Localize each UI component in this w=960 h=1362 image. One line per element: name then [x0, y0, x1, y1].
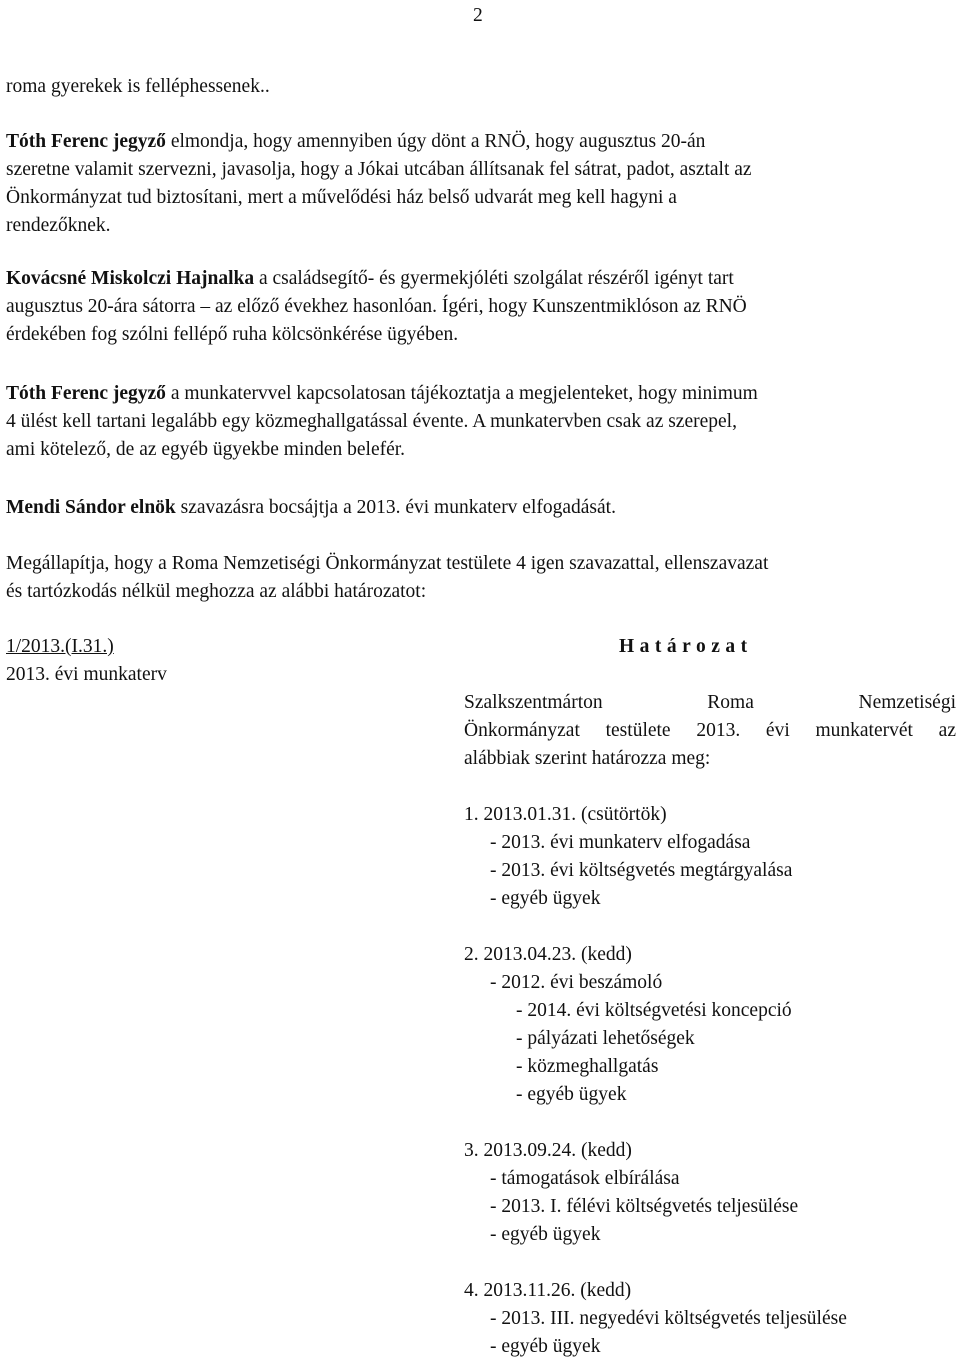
paragraph-continuation: roma gyerekek is felléphessenek..: [6, 76, 270, 97]
agenda-item: - egyéb ügyek: [490, 1336, 601, 1357]
agenda-item: - 2013. évi költségvetés megtárgyalása: [490, 860, 793, 881]
resolution-subject: 2013. évi munkaterv: [6, 664, 167, 685]
resolution-number: 1/2013.(I.31.): [6, 636, 114, 657]
agenda-item: - egyéb ügyek: [490, 888, 601, 909]
speaker-name: Tóth Ferenc jegyző: [6, 131, 166, 152]
meeting-heading: 4. 2013.11.26. (kedd): [464, 1280, 632, 1301]
paragraph-notary-statement: Tóth Ferenc jegyző elmondja, hogy amennyiben úgy dönt a RNÖ, hogy augusztus 20-án szeretne valamit szervezni, javasolja, hogy a Jókai utcában állítsanak fel sátrat, padot, asztalt az Önkormányzat tud biztosítani, mert a művelődési ház belső udvarát meg kell hagyni a rendezőknek.: [6, 131, 752, 236]
meeting-heading: 2. 2013.04.23. (kedd): [464, 944, 632, 965]
speaker-name: Kovácsné Miskolczi Hajnalka: [6, 268, 255, 289]
agenda-item: - 2013. I. félévi költségvetés teljesülése: [490, 1196, 799, 1217]
resolution-body: Szalkszentmárton Roma Nemzetiségi Önkormányzat testülete 2013. évi munkatervét az alábbiak szerint határozza meg:: [464, 692, 956, 769]
speaker-name: Mendi Sándor elnök: [6, 497, 176, 518]
meeting-heading: 3. 2013.09.24. (kedd): [464, 1140, 632, 1161]
agenda-item: - 2013. évi munkaterv elfogadása: [490, 832, 751, 853]
agenda-item: - közmeghallgatás: [516, 1056, 659, 1077]
paragraph-family-services: Kovácsné Miskolczi Hajnalka a családsegítő- és gyermekjóléti szolgálat részéről igényt tart augusztus 20-ára sátorra – az előző évekhez hasonlóan. Ígéri, hogy Kunszentmiklóson az RNÖ érdekében fog szólni fellépő ruha kölcsönkérése ügyében.: [6, 268, 747, 345]
agenda-item: - 2013. III. negyedévi költségvetés teljesülése: [490, 1308, 847, 1329]
agenda-item: - 2014. évi költségvetési koncepció: [516, 1000, 792, 1021]
paragraph-vote-call: Mendi Sándor elnök szavazásra bocsájtja a 2013. évi munkaterv elfogadását.: [6, 497, 616, 518]
agenda-item: - egyéb ügyek: [516, 1084, 627, 1105]
paragraph-vote-result: Megállapítja, hogy a Roma Nemzetiségi Önkormányzat testülete 4 igen szavazattal, ellenszavazat és tartózkodás nélkül meghozza az alábbi határozatot:: [6, 553, 769, 602]
agenda-item: - támogatások elbírálása: [490, 1168, 680, 1189]
paragraph-work-plan-info: Tóth Ferenc jegyző a munkatervvel kapcsolatosan tájékoztatja a megjelenteket, hogy minimum 4 ülést kell tartani legalább egy közmeghallgatással évente. A munkatervben csak az szerepel, ami kötelező, de az egyéb ügyekbe minden belefér.: [6, 383, 758, 460]
agenda-item: - 2012. évi beszámoló: [490, 972, 663, 993]
speaker-name: Tóth Ferenc jegyző: [6, 383, 166, 404]
page-number: 2: [473, 5, 483, 26]
resolution-title: Határozat: [619, 636, 753, 657]
meeting-heading: 1. 2013.01.31. (csütörtök): [464, 804, 667, 825]
agenda-item: - egyéb ügyek: [490, 1224, 601, 1245]
agenda-item: - pályázati lehetőségek: [516, 1028, 695, 1049]
